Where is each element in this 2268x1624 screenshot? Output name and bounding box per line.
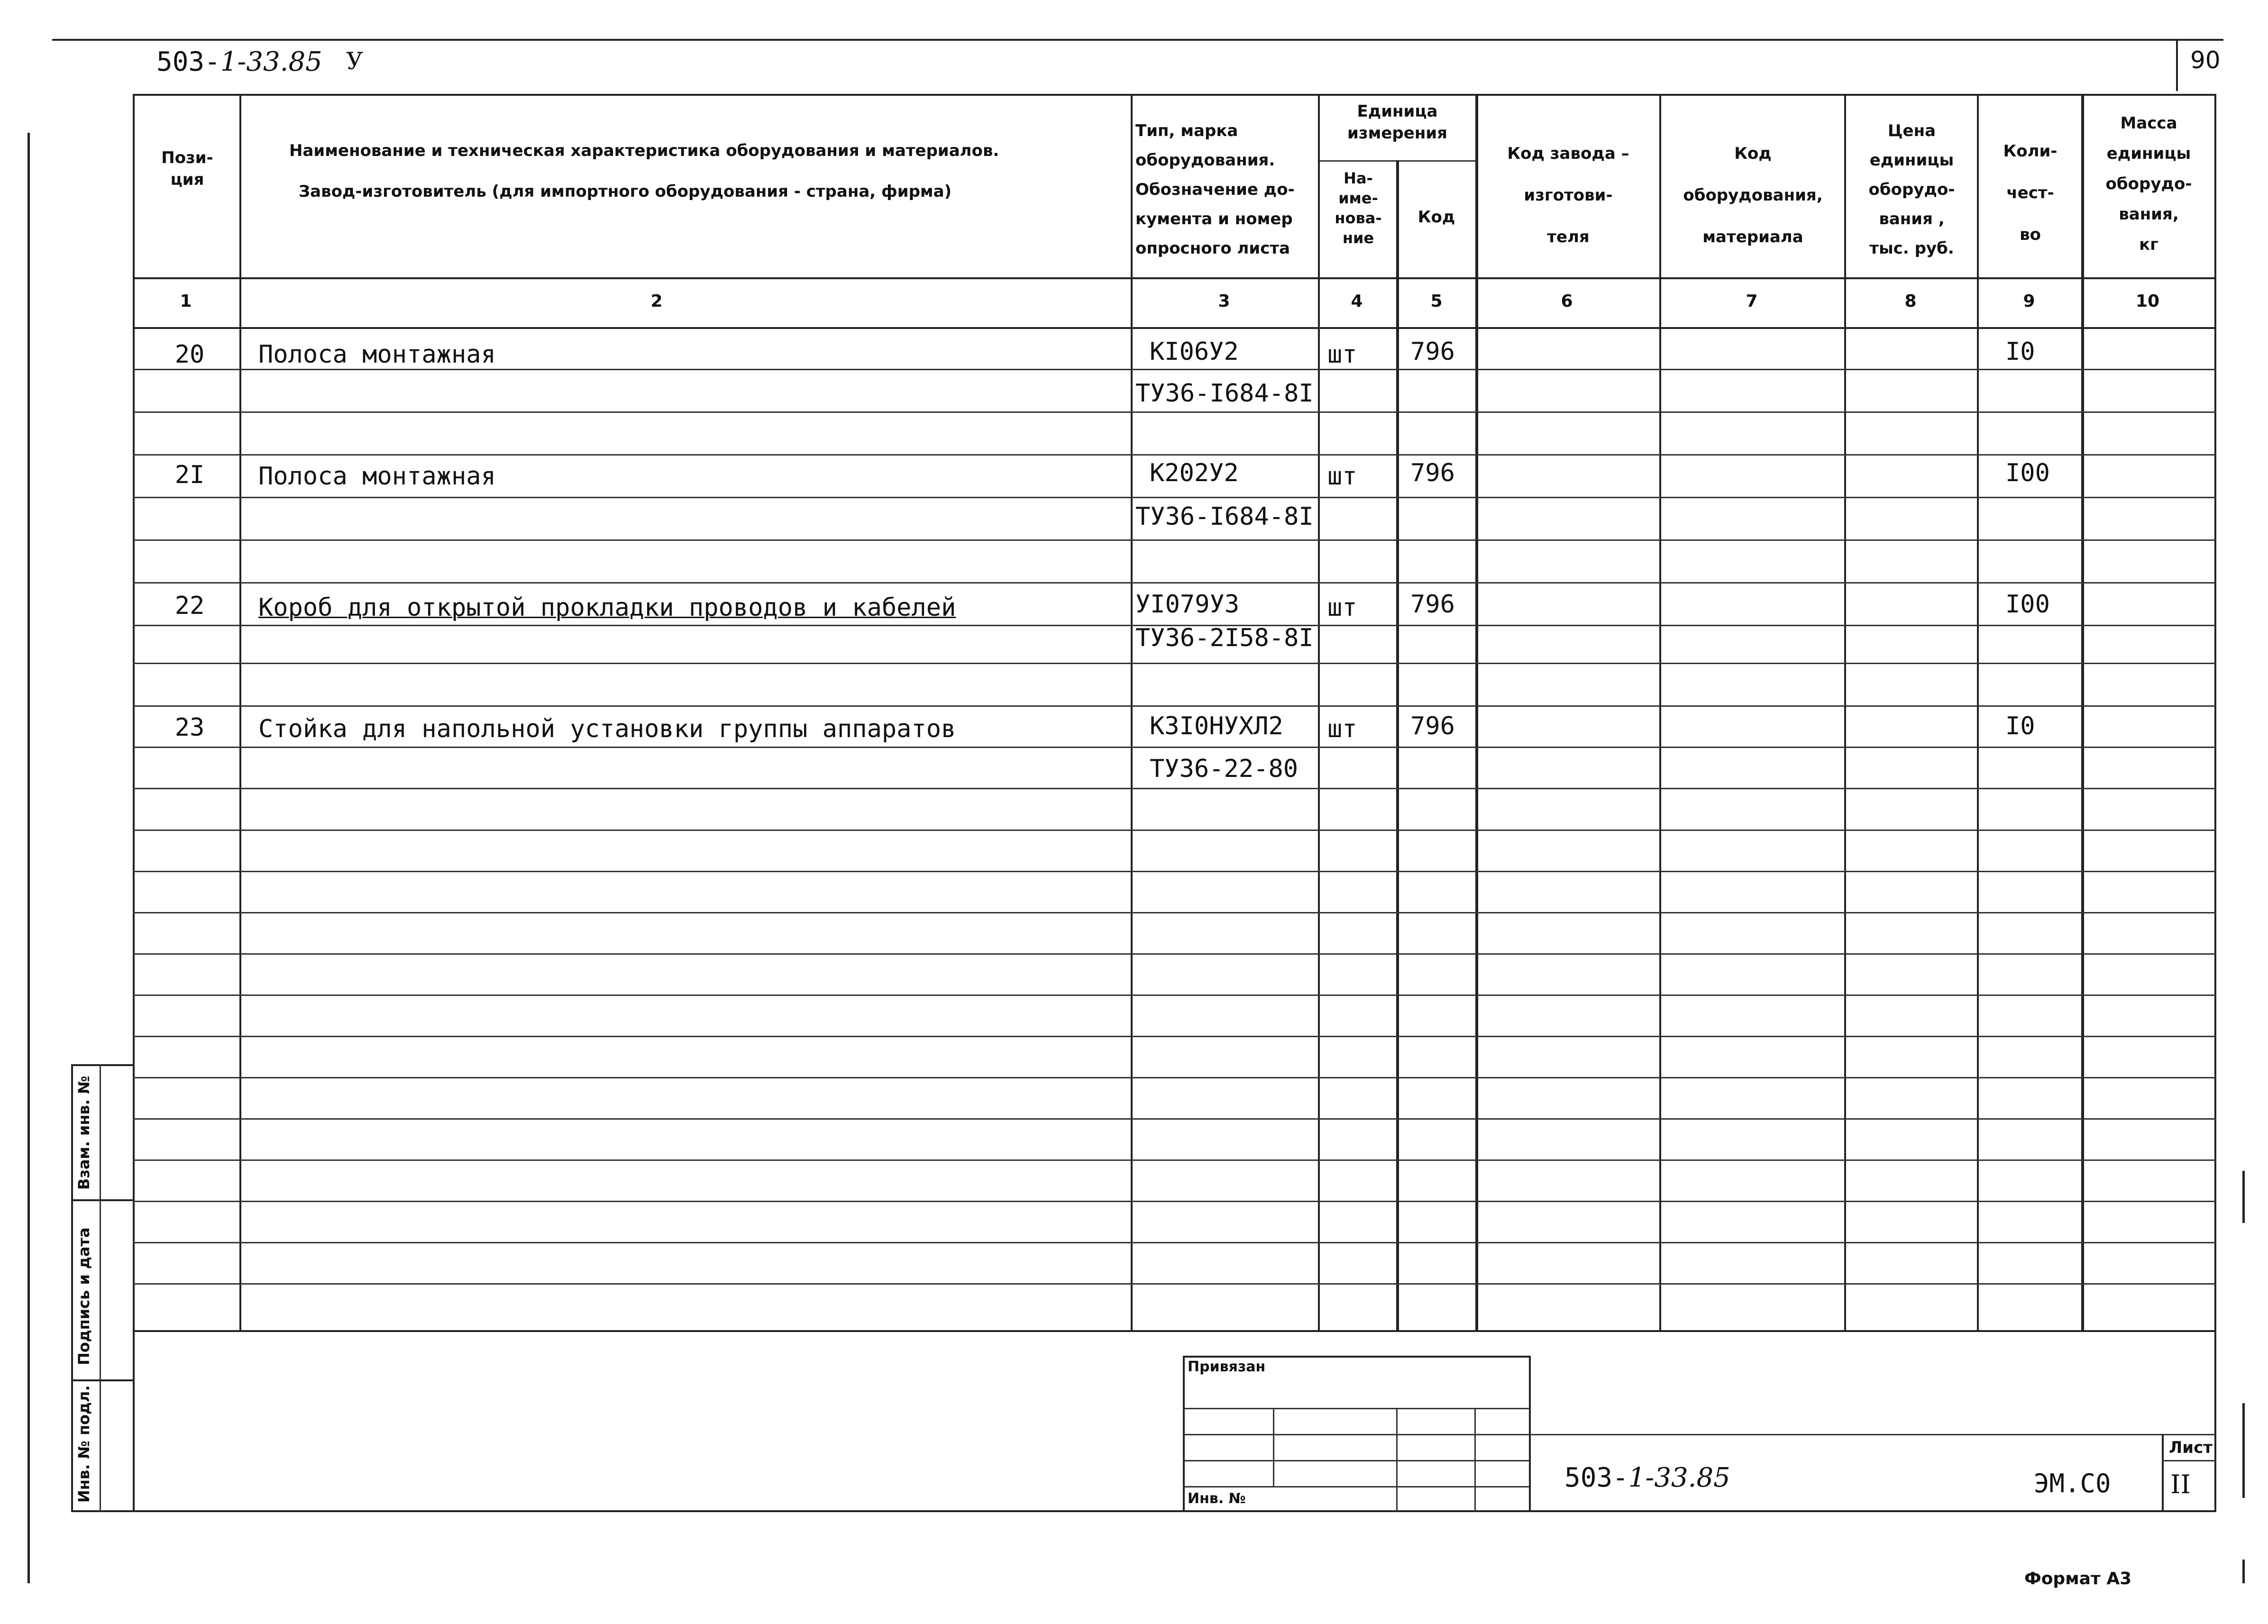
- side-stamp-sep: [71, 1379, 133, 1381]
- item-type: УI079У3: [1135, 590, 1240, 619]
- item-doc: ТУ36-22-80: [1150, 755, 1299, 783]
- col-line-3: [1318, 94, 1320, 1331]
- row-line: [133, 994, 2216, 996]
- format-label: Формат А3: [2024, 1569, 2132, 1588]
- colnum-bottom: [133, 327, 2216, 329]
- row-line: [133, 1242, 2216, 1243]
- header-bottom: [133, 277, 2216, 279]
- privyazan-row: [1183, 1486, 1529, 1487]
- header-col10: Масса единицы оборудо- вания, кг: [2105, 114, 2192, 254]
- privyazan-row: [1183, 1434, 1529, 1435]
- row-line: [133, 539, 2216, 541]
- item-unit: шт: [1327, 593, 1357, 622]
- privyazan-top: [1183, 1356, 1529, 1358]
- col-line-4: [1396, 160, 1399, 1331]
- binding-line: [27, 133, 30, 1583]
- column-number: 7: [1746, 292, 1758, 311]
- header-col5: Код: [1418, 208, 1455, 227]
- privyazan-label: Привязан: [1188, 1359, 1266, 1375]
- item-name: Короб для открытой прокладки проводов и кабелей: [258, 593, 956, 622]
- item-position: 23: [174, 713, 205, 742]
- header-unit-group: Единица измерения: [1347, 102, 1447, 143]
- item-quantity: I00: [2005, 590, 2050, 619]
- row-line: [133, 1036, 2216, 1037]
- col-line-9: [2081, 94, 2084, 1331]
- item-quantity: I00: [2005, 459, 2050, 487]
- page-number-divider: [2176, 39, 2178, 91]
- table-bottom: [133, 1330, 2216, 1332]
- col-line-5: [1475, 94, 1478, 1331]
- list-value: II: [2170, 1469, 2191, 1499]
- row-line: [133, 1159, 2216, 1161]
- item-unit-code: 796: [1410, 338, 1455, 366]
- item-unit: шт: [1327, 462, 1357, 491]
- scan-mark: [2242, 1403, 2245, 1498]
- row-line: [133, 663, 2216, 664]
- header-col7: Код оборудования, материала: [1683, 144, 1823, 246]
- header-col2: Наименование и техническая характеристика оборудования и материалов. Завод-изготовитель (для импортного оборудования - страна, фирма): [289, 141, 999, 201]
- privyazan-right: [1529, 1356, 1531, 1511]
- column-number: 2: [650, 292, 663, 311]
- side-stamp-divider: [100, 1064, 101, 1511]
- row-line: [133, 1118, 2216, 1120]
- col-line-7: [1844, 94, 1846, 1331]
- side-stamp-vzam: Взам. инв. №: [75, 1076, 93, 1190]
- row-line: [133, 871, 2216, 872]
- privyazan-col: [1396, 1408, 1398, 1511]
- row-line: [133, 830, 2216, 831]
- item-doc: ТУ36-I684-8I: [1135, 379, 1314, 408]
- row-line: [133, 788, 2216, 789]
- row-line: [133, 1201, 2216, 1202]
- scan-mark: [2242, 1560, 2245, 1583]
- privyazan-left: [1183, 1356, 1185, 1511]
- doc-block-top: [1529, 1434, 2216, 1435]
- header-col1: Пози- ция: [161, 148, 213, 189]
- item-position: 2I: [174, 461, 205, 489]
- item-type: КI06У2: [1150, 338, 1239, 366]
- item-doc: ТУ36-2I58-8I: [1135, 624, 1314, 652]
- item-name: Полоса монтажная: [258, 340, 496, 369]
- column-number: 3: [1218, 292, 1230, 311]
- header-col4: На- име- нова- ние: [1335, 169, 1382, 247]
- item-unit-code: 796: [1410, 712, 1455, 740]
- top-doc-letter: У: [346, 47, 364, 75]
- frame-right: [2214, 94, 2216, 1511]
- privyazan-row: [1183, 1408, 1529, 1409]
- bottom-doc-code: 503-1-33.85: [1564, 1462, 1730, 1493]
- page-number: 90: [2190, 46, 2221, 74]
- bottom-mark: ЭМ.С0: [2034, 1469, 2111, 1498]
- row-line: [133, 953, 2216, 955]
- col-line-8: [1977, 94, 1979, 1331]
- row-line: [133, 1283, 2216, 1285]
- item-name: Полоса монтажная: [258, 462, 496, 491]
- col-line-1: [239, 94, 241, 1331]
- header-col8: Цена единицы оборудо- вания , тыс. руб.: [1868, 121, 1955, 258]
- item-unit-code: 796: [1410, 590, 1455, 619]
- item-position: 22: [174, 592, 205, 620]
- item-quantity: I0: [2005, 338, 2035, 366]
- privyazan-row: [1183, 1460, 1529, 1461]
- top-doc-code: 503-1-33.85: [156, 46, 322, 77]
- top-border: [52, 39, 2223, 41]
- header-col3: Тип, марка оборудования. Обозначение до- кумента и номер опросного листа: [1135, 121, 1295, 258]
- row-line: [133, 912, 2216, 913]
- column-number: 4: [1351, 292, 1363, 311]
- col-line-6: [1659, 94, 1661, 1331]
- column-number: 9: [2023, 292, 2035, 311]
- column-number: 10: [2135, 292, 2160, 311]
- privyazan-col: [1474, 1408, 1476, 1511]
- item-unit-code: 796: [1410, 459, 1455, 487]
- item-type: К3I0НУХЛ2: [1150, 712, 1283, 740]
- column-number: 6: [1561, 292, 1573, 311]
- item-doc: ТУ36-I684-8I: [1135, 502, 1314, 531]
- list-label: Лист: [2169, 1438, 2213, 1457]
- item-unit: шт: [1327, 340, 1357, 369]
- header-col6: Код завода – изготови- теля: [1507, 144, 1629, 246]
- column-number: 1: [180, 292, 192, 311]
- col-line-2: [1131, 94, 1133, 1331]
- frame-left: [133, 94, 135, 1511]
- row-line: [133, 747, 2216, 748]
- list-box-sep: [2162, 1460, 2216, 1461]
- list-box-left: [2162, 1434, 2164, 1511]
- row-line: [133, 497, 2216, 498]
- side-stamp-sep: [71, 1199, 133, 1201]
- side-stamp-inv: Инв. № подл.: [75, 1385, 93, 1503]
- frame-top: [133, 94, 2216, 96]
- row-line: [133, 454, 2216, 456]
- side-stamp-top: [71, 1064, 133, 1066]
- side-stamp-podpis: Подпись и дата: [75, 1227, 93, 1365]
- item-type: К202У2: [1150, 459, 1239, 487]
- frame-bottom: [71, 1510, 2216, 1512]
- item-position: 20: [174, 340, 205, 369]
- column-number: 5: [1430, 292, 1443, 311]
- scan-mark: [2242, 1171, 2245, 1223]
- side-stamp-left: [71, 1064, 73, 1511]
- row-line: [133, 582, 2216, 584]
- item-quantity: I0: [2005, 712, 2035, 740]
- row-line: [133, 705, 2216, 707]
- row-line: [133, 411, 2216, 413]
- row-line: [133, 1077, 2216, 1078]
- header-col9: Коли- чест- во: [2003, 142, 2058, 244]
- item-name: Стойка для напольной установки группы аппаратов: [258, 715, 956, 743]
- inv-no-label: Инв. №: [1188, 1490, 1246, 1507]
- privyazan-col: [1273, 1408, 1274, 1486]
- column-number: 8: [1904, 292, 1917, 311]
- item-unit: шт: [1327, 715, 1357, 743]
- row-line: [133, 369, 2216, 370]
